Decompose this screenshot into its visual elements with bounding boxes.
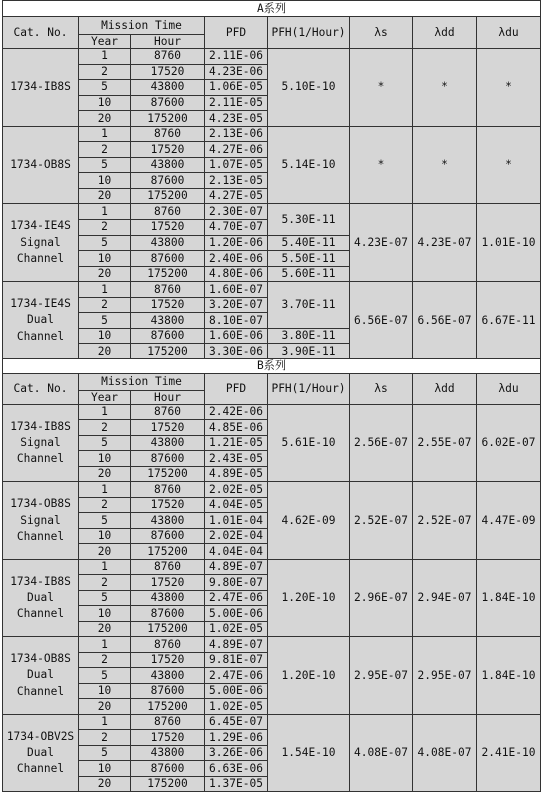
cat-no-line: Dual <box>27 745 54 759</box>
pfd-cell: 1.07E-05 <box>205 157 268 173</box>
pfd-cell: 2.13E-06 <box>205 126 268 142</box>
year-cell: 2 <box>79 652 131 667</box>
pfh-cell: 1.20E-10 <box>268 637 350 714</box>
lambda-dd-cell: 6.56E-07 <box>413 282 477 360</box>
hour-cell: 87600 <box>131 95 205 111</box>
pfh-cell: 4.62E-09 <box>268 482 350 559</box>
year-cell: 1 <box>79 126 131 142</box>
pfh-cell: 1.54E-10 <box>268 714 350 791</box>
lambda-s-cell: 2.96E-07 <box>350 559 413 636</box>
lambda-du-cell: 4.47E-09 <box>477 482 541 559</box>
year-cell: 10 <box>79 606 131 621</box>
hour-cell: 175200 <box>131 699 205 714</box>
pfd-cell: 1.60E-07 <box>205 282 268 298</box>
pfd-cell: 1.06E-05 <box>205 80 268 96</box>
lambda-s-cell: 6.56E-07 <box>350 282 413 360</box>
cat-no-line: Channel <box>16 684 65 698</box>
pfd-cell: 2.47E-06 <box>205 590 268 605</box>
year-cell: 10 <box>79 173 131 189</box>
pfd-cell: 2.11E-05 <box>205 95 268 111</box>
section-title: B系列 <box>3 359 541 374</box>
pfd-cell: 2.02E-04 <box>205 528 268 543</box>
pfd-cell: 4.23E-06 <box>205 64 268 80</box>
hour-cell: 17520 <box>131 497 205 512</box>
hour-cell: 43800 <box>131 590 205 605</box>
hour-cell: 87600 <box>131 328 205 344</box>
year-cell: 5 <box>79 513 131 528</box>
hour-cell: 17520 <box>131 297 205 313</box>
year-cell: 2 <box>79 730 131 745</box>
year-cell: 2 <box>79 64 131 80</box>
hour-cell: 43800 <box>131 80 205 96</box>
year-cell: 2 <box>79 575 131 590</box>
year-cell: 2 <box>79 420 131 435</box>
pfd-cell: 1.20E-06 <box>205 235 268 251</box>
lambda-dd-cell: 2.52E-07 <box>413 482 477 559</box>
hour-cell: 175200 <box>131 188 205 204</box>
year-cell: 2 <box>79 297 131 313</box>
cat-no-cell <box>3 482 79 559</box>
hour-cell: 17520 <box>131 652 205 667</box>
lambda-du-cell: 2.41E-10 <box>477 714 541 791</box>
hour-cell: 175200 <box>131 344 205 360</box>
lambda-du-cell: 1.01E-10 <box>477 204 541 282</box>
table-b-series <box>2 358 541 792</box>
hour-cell: 43800 <box>131 235 205 251</box>
hour-cell: 8760 <box>131 204 205 220</box>
cat-no-line: 1734-IB8S <box>10 80 71 94</box>
hour-cell: 87600 <box>131 173 205 189</box>
hour-cell: 17520 <box>131 420 205 435</box>
lambda-dd-cell: 4.23E-07 <box>413 204 477 282</box>
cat-no-line: 1734-OB8S <box>10 497 71 511</box>
pfd-cell: 2.11E-06 <box>205 49 268 65</box>
pfd-cell: 1.60E-06 <box>205 328 268 344</box>
header-lambda-s: λs <box>350 374 413 405</box>
year-cell: 10 <box>79 328 131 344</box>
hour-cell: 17520 <box>131 575 205 590</box>
lambda-dd-cell: 2.55E-07 <box>413 405 477 482</box>
lambda-s-cell: * <box>350 126 413 204</box>
year-cell: 20 <box>79 111 131 127</box>
lambda-s-cell: 4.23E-07 <box>350 204 413 282</box>
pfd-cell: 4.89E-05 <box>205 466 268 481</box>
lambda-dd-cell: 2.95E-07 <box>413 637 477 714</box>
year-cell: 20 <box>79 776 131 791</box>
year-cell: 20 <box>79 466 131 481</box>
pfd-cell: 2.30E-07 <box>205 204 268 220</box>
pfd-cell: 2.43E-05 <box>205 451 268 466</box>
cat-no-line: Channel <box>16 251 65 265</box>
table-row <box>3 282 541 298</box>
hour-cell: 175200 <box>131 621 205 636</box>
lambda-dd-cell: 4.08E-07 <box>413 714 477 791</box>
pfd-cell: 4.27E-05 <box>205 188 268 204</box>
header-lambda-du: λdu <box>477 374 541 405</box>
header-row <box>3 17 541 35</box>
year-cell: 1 <box>79 482 131 497</box>
hour-cell: 43800 <box>131 745 205 760</box>
pfh-cell: 5.50E-11 <box>268 251 350 267</box>
header-lambda-s: λs <box>350 17 413 49</box>
cat-no-cell <box>3 559 79 636</box>
pfh-cell: 5.14E-10 <box>268 126 350 204</box>
table-row <box>3 405 541 420</box>
cat-no-line: Dual <box>27 668 54 682</box>
lambda-s-cell: 2.56E-07 <box>350 405 413 482</box>
year-cell: 1 <box>79 714 131 729</box>
hour-cell: 87600 <box>131 251 205 267</box>
year-cell: 20 <box>79 699 131 714</box>
lambda-s-cell: * <box>350 49 413 127</box>
year-cell: 2 <box>79 142 131 158</box>
lambda-s-cell: 2.52E-07 <box>350 482 413 559</box>
lambda-du-cell: 6.67E-11 <box>477 282 541 360</box>
year-cell: 20 <box>79 266 131 282</box>
pfd-cell: 4.23E-05 <box>205 111 268 127</box>
pfd-cell: 5.00E-06 <box>205 683 268 698</box>
hour-cell: 175200 <box>131 466 205 481</box>
pfd-cell: 4.27E-06 <box>205 142 268 158</box>
cat-no-line: Channel <box>16 529 65 543</box>
pfd-cell: 4.80E-06 <box>205 266 268 282</box>
pfd-cell: 4.04E-04 <box>205 544 268 559</box>
header-mission-time: Mission Time <box>79 17 205 35</box>
lambda-s-cell: 2.95E-07 <box>350 637 413 714</box>
pfd-cell: 4.89E-07 <box>205 559 268 574</box>
year-cell: 1 <box>79 637 131 652</box>
pfh-cell: 3.80E-11 <box>268 328 350 344</box>
header-mission-time: Mission Time <box>79 374 205 391</box>
section-title-row <box>3 359 541 374</box>
cat-no-line: Channel <box>16 762 65 776</box>
lambda-dd-cell: * <box>413 49 477 127</box>
table-row <box>3 559 541 574</box>
header-cat-no: Cat. No. <box>3 17 79 49</box>
year-cell: 5 <box>79 590 131 605</box>
header-pfh: PFH(1/Hour) <box>268 374 350 405</box>
year-cell: 10 <box>79 683 131 698</box>
hour-cell: 43800 <box>131 157 205 173</box>
lambda-du-cell: 1.84E-10 <box>477 637 541 714</box>
pfd-cell: 1.21E-05 <box>205 435 268 450</box>
lambda-s-cell: 4.08E-07 <box>350 714 413 791</box>
cat-no-line: Channel <box>16 452 65 466</box>
table-row <box>3 714 541 729</box>
pfd-cell: 2.02E-05 <box>205 482 268 497</box>
lambda-du-cell: 6.02E-07 <box>477 405 541 482</box>
header-pfh: PFH(1/Hour) <box>268 17 350 49</box>
cat-no-line: Dual <box>27 313 54 327</box>
table-row <box>3 204 541 220</box>
hour-cell: 8760 <box>131 126 205 142</box>
header-pfd: PFD <box>205 374 268 405</box>
pfd-cell: 5.00E-06 <box>205 606 268 621</box>
hour-cell: 8760 <box>131 482 205 497</box>
hour-cell: 43800 <box>131 313 205 329</box>
header-pfd: PFD <box>205 17 268 49</box>
lambda-dd-cell: 2.94E-07 <box>413 559 477 636</box>
pfd-cell: 4.70E-07 <box>205 220 268 236</box>
pfd-cell: 2.40E-06 <box>205 251 268 267</box>
cat-no-line: 1734-IE4S <box>10 297 71 311</box>
pfd-cell: 1.02E-05 <box>205 621 268 636</box>
year-cell: 20 <box>79 621 131 636</box>
pfh-cell: 1.20E-10 <box>268 559 350 636</box>
year-cell: 10 <box>79 528 131 543</box>
header-lambda-du: λdu <box>477 17 541 49</box>
pfh-cell: 3.70E-11 <box>268 282 350 329</box>
year-cell: 10 <box>79 95 131 111</box>
header-cat-no: Cat. No. <box>3 374 79 405</box>
pfd-cell: 9.80E-07 <box>205 575 268 590</box>
cat-no-cell <box>3 126 79 204</box>
header-year: Year <box>79 35 131 49</box>
year-cell: 10 <box>79 451 131 466</box>
section-title: A系列 <box>3 1 541 17</box>
pfd-cell: 2.47E-06 <box>205 668 268 683</box>
hour-cell: 175200 <box>131 111 205 127</box>
pfd-cell: 1.02E-05 <box>205 699 268 714</box>
cat-no-cell <box>3 714 79 791</box>
cat-no-line: 1734-IB8S <box>10 574 71 588</box>
year-cell: 2 <box>79 497 131 512</box>
cat-no-line: Signal <box>20 436 61 450</box>
cat-no-cell <box>3 49 79 127</box>
cat-no-cell <box>3 637 79 714</box>
section-title-row <box>3 1 541 17</box>
cat-no-line: Dual <box>27 590 54 604</box>
pfd-cell: 8.10E-07 <box>205 313 268 329</box>
year-cell: 20 <box>79 544 131 559</box>
pfd-cell: 3.30E-06 <box>205 344 268 360</box>
header-hour: Hour <box>131 391 205 405</box>
cat-no-line: 1734-OB8S <box>10 157 71 171</box>
hour-cell: 43800 <box>131 668 205 683</box>
pfh-cell: 5.10E-10 <box>268 49 350 127</box>
year-cell: 1 <box>79 559 131 574</box>
header-hour: Hour <box>131 35 205 49</box>
pfh-cell: 5.40E-11 <box>268 235 350 251</box>
hour-cell: 8760 <box>131 282 205 298</box>
hour-cell: 17520 <box>131 142 205 158</box>
cat-no-line: 1734-IE4S <box>10 219 71 233</box>
year-cell: 5 <box>79 80 131 96</box>
pfd-cell: 1.37E-05 <box>205 776 268 791</box>
hour-cell: 8760 <box>131 49 205 65</box>
hour-cell: 8760 <box>131 559 205 574</box>
year-cell: 5 <box>79 745 131 760</box>
hour-cell: 87600 <box>131 761 205 776</box>
hour-cell: 43800 <box>131 435 205 450</box>
pfd-cell: 1.29E-06 <box>205 730 268 745</box>
year-cell: 5 <box>79 157 131 173</box>
cat-no-line: Channel <box>16 607 65 621</box>
hour-cell: 175200 <box>131 266 205 282</box>
table-row <box>3 637 541 652</box>
pfd-cell: 9.81E-07 <box>205 652 268 667</box>
year-cell: 5 <box>79 435 131 450</box>
hour-cell: 87600 <box>131 606 205 621</box>
pfh-cell: 5.61E-10 <box>268 405 350 482</box>
pfd-cell: 4.04E-05 <box>205 497 268 512</box>
year-cell: 10 <box>79 761 131 776</box>
hour-cell: 8760 <box>131 405 205 420</box>
pfd-cell: 4.85E-06 <box>205 420 268 435</box>
cat-no-line: Signal <box>20 513 61 527</box>
cat-no-cell <box>3 282 79 360</box>
year-cell: 20 <box>79 344 131 360</box>
pfd-cell: 2.13E-05 <box>205 173 268 189</box>
header-lambda-dd: λdd <box>413 374 477 405</box>
year-cell: 5 <box>79 668 131 683</box>
table-a-series <box>2 0 541 360</box>
pfh-cell: 3.90E-11 <box>268 344 350 360</box>
cat-no-cell <box>3 405 79 482</box>
pfh-cell: 5.30E-11 <box>268 204 350 235</box>
pfd-cell: 3.26E-06 <box>205 745 268 760</box>
lambda-du-cell: * <box>477 126 541 204</box>
hour-cell: 87600 <box>131 683 205 698</box>
hour-cell: 17520 <box>131 220 205 236</box>
year-cell: 20 <box>79 188 131 204</box>
year-cell: 1 <box>79 405 131 420</box>
hour-cell: 43800 <box>131 513 205 528</box>
hour-cell: 8760 <box>131 714 205 729</box>
pfd-cell: 4.89E-07 <box>205 637 268 652</box>
lambda-du-cell: * <box>477 49 541 127</box>
year-cell: 10 <box>79 251 131 267</box>
hour-cell: 17520 <box>131 730 205 745</box>
pfd-cell: 1.01E-04 <box>205 513 268 528</box>
lambda-dd-cell: * <box>413 126 477 204</box>
cat-no-line: Channel <box>16 329 65 343</box>
year-cell: 2 <box>79 220 131 236</box>
cat-no-cell <box>3 204 79 282</box>
table-row <box>3 482 541 497</box>
year-cell: 5 <box>79 235 131 251</box>
year-cell: 1 <box>79 204 131 220</box>
hour-cell: 87600 <box>131 528 205 543</box>
year-cell: 1 <box>79 49 131 65</box>
pfd-cell: 3.20E-07 <box>205 297 268 313</box>
year-cell: 1 <box>79 282 131 298</box>
hour-cell: 17520 <box>131 64 205 80</box>
header-row <box>3 374 541 391</box>
cat-no-line: 1734-IB8S <box>10 419 71 433</box>
lambda-du-cell: 1.84E-10 <box>477 559 541 636</box>
hour-cell: 175200 <box>131 544 205 559</box>
pfd-cell: 6.45E-07 <box>205 714 268 729</box>
year-cell: 5 <box>79 313 131 329</box>
cat-no-line: 1734-OBV2S <box>6 729 75 743</box>
pfd-cell: 2.42E-06 <box>205 405 268 420</box>
cat-no-line: Signal <box>20 235 61 249</box>
header-lambda-dd: λdd <box>413 17 477 49</box>
header-year: Year <box>79 391 131 405</box>
hour-cell: 175200 <box>131 776 205 791</box>
table-row <box>3 126 541 142</box>
pfd-cell: 6.63E-06 <box>205 761 268 776</box>
table-row <box>3 49 541 65</box>
hour-cell: 8760 <box>131 637 205 652</box>
hour-cell: 87600 <box>131 451 205 466</box>
cat-no-line: 1734-OB8S <box>10 652 71 666</box>
pfh-cell: 5.60E-11 <box>268 266 350 282</box>
